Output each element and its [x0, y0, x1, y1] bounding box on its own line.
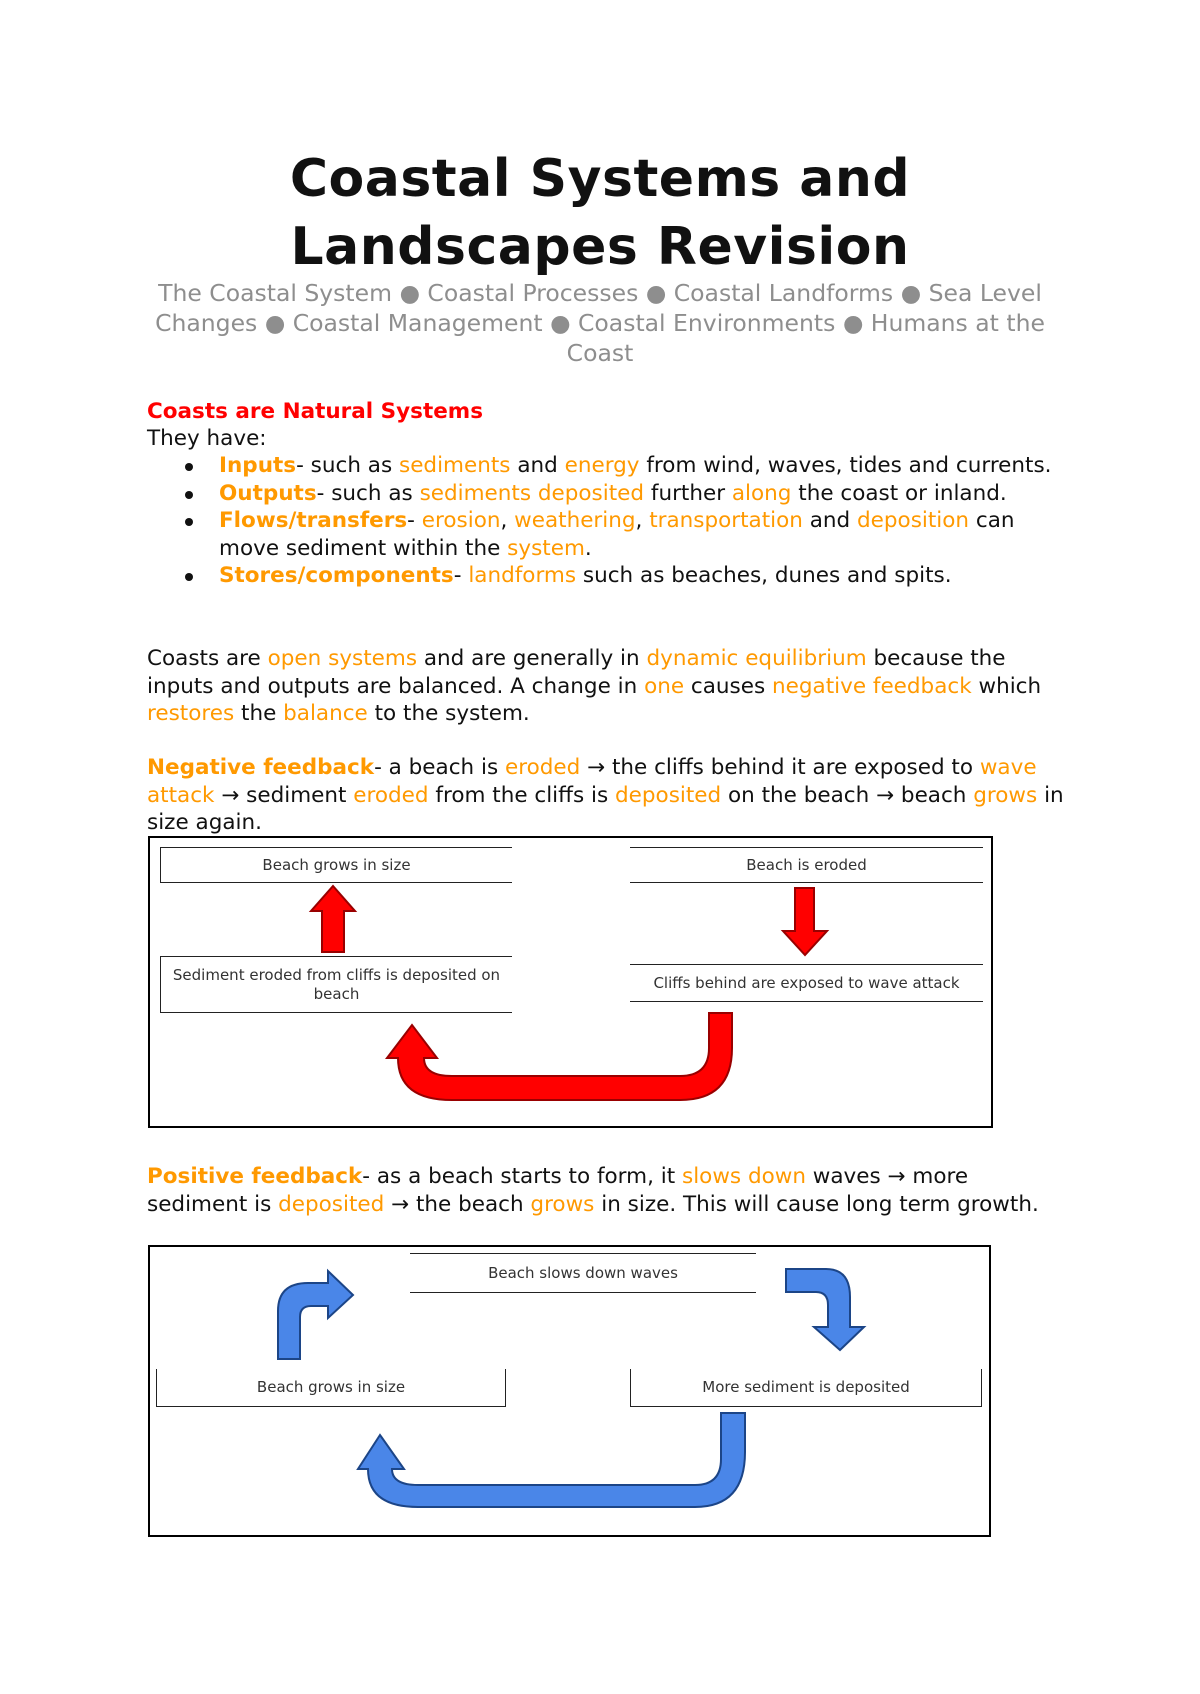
bullet-dot: [185, 518, 193, 526]
bullet-dot: [185, 491, 193, 499]
systems-bullet-list: [147, 452, 1067, 590]
box-more-sediment: More sediment is deposited: [630, 1369, 982, 1407]
bullet-flows: Flows/transfers- erosion, weathering, transportation and deposition can move sediment within the system.: [147, 507, 1067, 562]
return-arrow-icon: [387, 1013, 732, 1100]
page-title-line-2: Landscapes Revision: [290, 217, 910, 277]
curved-arrow-down-right-icon: [786, 1269, 864, 1350]
positive-feedback-paragraph: Positive feedback- as a beach starts to form, it slows down waves → more sediment is deposited → the beach grows in size. This will cause long term growth.: [147, 1164, 1039, 1217]
negative-feedback-diagram: [148, 836, 993, 1128]
positive-feedback-arrows: [150, 1247, 993, 1539]
bullet-outputs: Outputs- such as sediments deposited further along the coast or inland.: [147, 480, 1067, 508]
box-beach-slows-waves: Beach slows down waves: [410, 1253, 756, 1293]
section-heading-natural-systems: Coasts are Natural Systems: [147, 399, 484, 424]
section-intro: They have:: [147, 426, 267, 451]
positive-feedback-diagram: [148, 1245, 991, 1537]
page-title-line-1: Coastal Systems and: [289, 149, 911, 209]
topics-subtitle: The Coastal System ● Coastal Processes ● Coastal Landforms ● Sea Level Changes ● Coastal Management ● Coastal Environments ● Humans at the Coast: [155, 279, 1045, 367]
negative-feedback-paragraph: Negative feedback- a beach is eroded → the cliffs behind it are exposed to wave attack → sediment eroded from the cliffs is deposited on the beach → beach grows in size again.: [147, 755, 1064, 835]
bullet-stores: Stores/components- landforms such as beaches, dunes and spits.: [147, 562, 1067, 590]
equilibrium-paragraph: Coasts are open systems and are generally in dynamic equilibrium because the inputs and outputs are balanced. A change in one causes negative feedback which restores the balance to the system.: [147, 646, 1042, 726]
box-beach-grows-in-size: Beach grows in size: [156, 1369, 506, 1407]
return-arrow-icon: [358, 1413, 745, 1507]
negative-feedback-arrows: [150, 838, 995, 1130]
box-cliffs-exposed: Cliffs behind are exposed to wave attack: [630, 964, 983, 1002]
box-beach-grows: Beach grows in size: [160, 847, 512, 883]
bullet-dot: [185, 573, 193, 581]
box-sediment-deposited: Sediment eroded from cliffs is deposited on beach: [160, 956, 512, 1013]
arrow-down-icon: [783, 888, 827, 955]
box-beach-eroded: Beach is eroded: [630, 847, 983, 883]
bullet-dot: [185, 463, 193, 471]
bullet-inputs: Inputs- such as sediments and energy from wind, waves, tides and currents.: [147, 452, 1067, 480]
curved-arrow-up-right-icon: [278, 1271, 353, 1359]
arrow-up-icon: [311, 886, 355, 952]
